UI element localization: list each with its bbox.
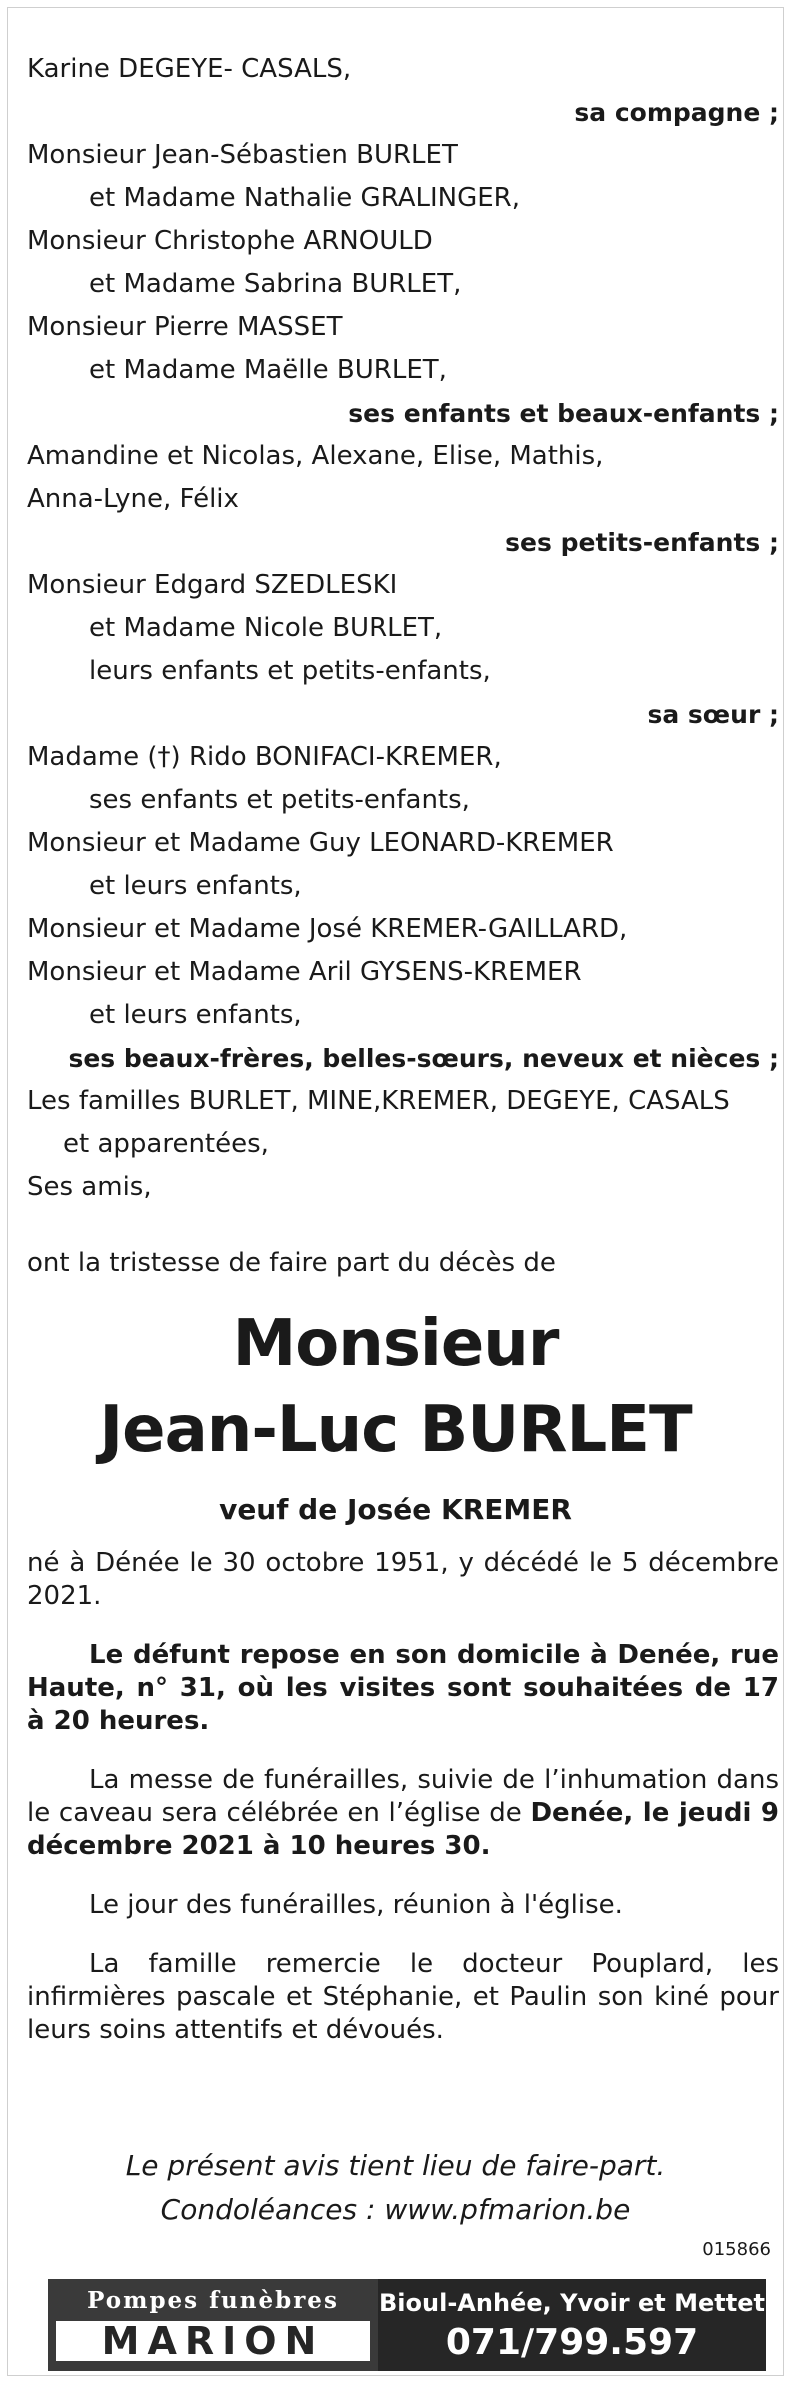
- family-line: Anna-Lyne, Félix: [27, 484, 239, 514]
- family-line: et leurs enfants,: [89, 871, 302, 901]
- family-line: et Madame Maëlle BURLET,: [89, 355, 447, 385]
- family-line: ses enfants et petits-enfants,: [89, 785, 470, 815]
- family-line: et apparentées,: [63, 1129, 269, 1159]
- family-line: leurs enfants et petits-enfants,: [89, 656, 491, 686]
- family-line: Monsieur et Madame Guy LEONARD-KREMER: [27, 828, 614, 858]
- family-line: Les familles BURLET, MINE,KREMER, DEGEYE, CASALS: [27, 1086, 730, 1116]
- closing-note: [8, 2144, 783, 2232]
- funeral-home-locations: Bioul-Anhée, Yvoir et Mettet: [379, 2289, 765, 2317]
- family-line: et leurs enfants,: [89, 1000, 302, 1030]
- funeral-mass-text: La messe de funérailles, suivie de l’inhumation dans le caveau sera célébrée en l’église de: [27, 1765, 779, 1828]
- family-line: et Madame Nathalie GRALINGER,: [89, 183, 520, 213]
- condolences-line: Condoléances : www.pfmarion.be: [160, 2193, 631, 2226]
- family-line: Madame (†) Rido BONIFACI-KREMER,: [27, 742, 502, 772]
- family-line: Karine DEGEYE- CASALS,: [27, 54, 352, 84]
- relation-label: ses enfants et beaux-enfants ;: [348, 399, 779, 428]
- notice-body: [27, 1547, 779, 2073]
- announcement-text: ont la tristesse de faire part du décès de: [27, 1248, 556, 1278]
- funeral-home-contact: [378, 2279, 766, 2371]
- reunion-paragraph: Le jour des funérailles, réunion à l'église.: [89, 1890, 623, 1920]
- family-line: Monsieur Pierre MASSET: [27, 312, 343, 342]
- funeral-home-phone: 071/799.597: [445, 2322, 699, 2363]
- deceased-title: Monsieur: [232, 1307, 559, 1381]
- family-line: Ses amis,: [27, 1172, 152, 1202]
- obituary-notice: [7, 7, 784, 2376]
- logo-subtitle: Pompes funèbres: [87, 2287, 339, 2314]
- family-line: et Madame Nicole BURLET,: [89, 613, 443, 643]
- logo-brand: MARION: [56, 2321, 370, 2361]
- family-line: Monsieur et Madame Aril GYSENS-KREMER: [27, 957, 582, 987]
- family-line: Monsieur Edgard SZEDLESKI: [27, 570, 398, 600]
- birth-death-paragraph: né à Dénée le 30 octobre 1951, y décédé le 5 décembre 2021.: [27, 1548, 779, 1611]
- family-line: Amandine et Nicolas, Alexane, Elise, Mathis,: [27, 441, 604, 471]
- relation-label: sa sœur ;: [647, 700, 779, 729]
- spouse-line: veuf de Josée KREMER: [219, 1493, 572, 1526]
- family-line: Monsieur Christophe ARNOULD: [27, 226, 433, 256]
- family-line: Monsieur et Madame José KREMER-GAILLARD,: [27, 914, 628, 944]
- relation-label: ses beaux-frères, belles-sœurs, neveux et nièces ;: [68, 1044, 779, 1073]
- reference-number: 015866: [702, 2239, 771, 2260]
- visitation-paragraph: Le défunt repose en son domicile à Denée, rue Haute, n° 31, où les visites sont souhaitées de 17 à 20 heures.: [27, 1640, 779, 1736]
- closing-line-1: Le présent avis tient lieu de faire-part.: [125, 2149, 666, 2182]
- family-list: [27, 48, 779, 1209]
- deceased-name: Jean-Luc BURLET: [99, 1393, 692, 1467]
- funeral-mass-paragraph: [27, 1764, 779, 1863]
- funeral-home-logo: [48, 2279, 378, 2371]
- family-line: et Madame Sabrina BURLET,: [89, 269, 462, 299]
- funeral-home-banner: [48, 2279, 766, 2371]
- funeral-mass-date: Denée, le jeudi 9 décembre 2021 à 10 heures 30.: [27, 1798, 780, 1861]
- relation-label: ses petits-enfants ;: [505, 528, 779, 557]
- family-line: Monsieur Jean-Sébastien BURLET: [27, 140, 458, 170]
- deceased-name-block: [8, 1301, 783, 1473]
- relation-label: sa compagne ;: [574, 98, 779, 127]
- thanks-paragraph: La famille remercie le docteur Pouplard, les infirmières pascale et Stéphanie, et Paulin son kiné pour leurs soins attentifs et dévoués.: [27, 1949, 779, 2045]
